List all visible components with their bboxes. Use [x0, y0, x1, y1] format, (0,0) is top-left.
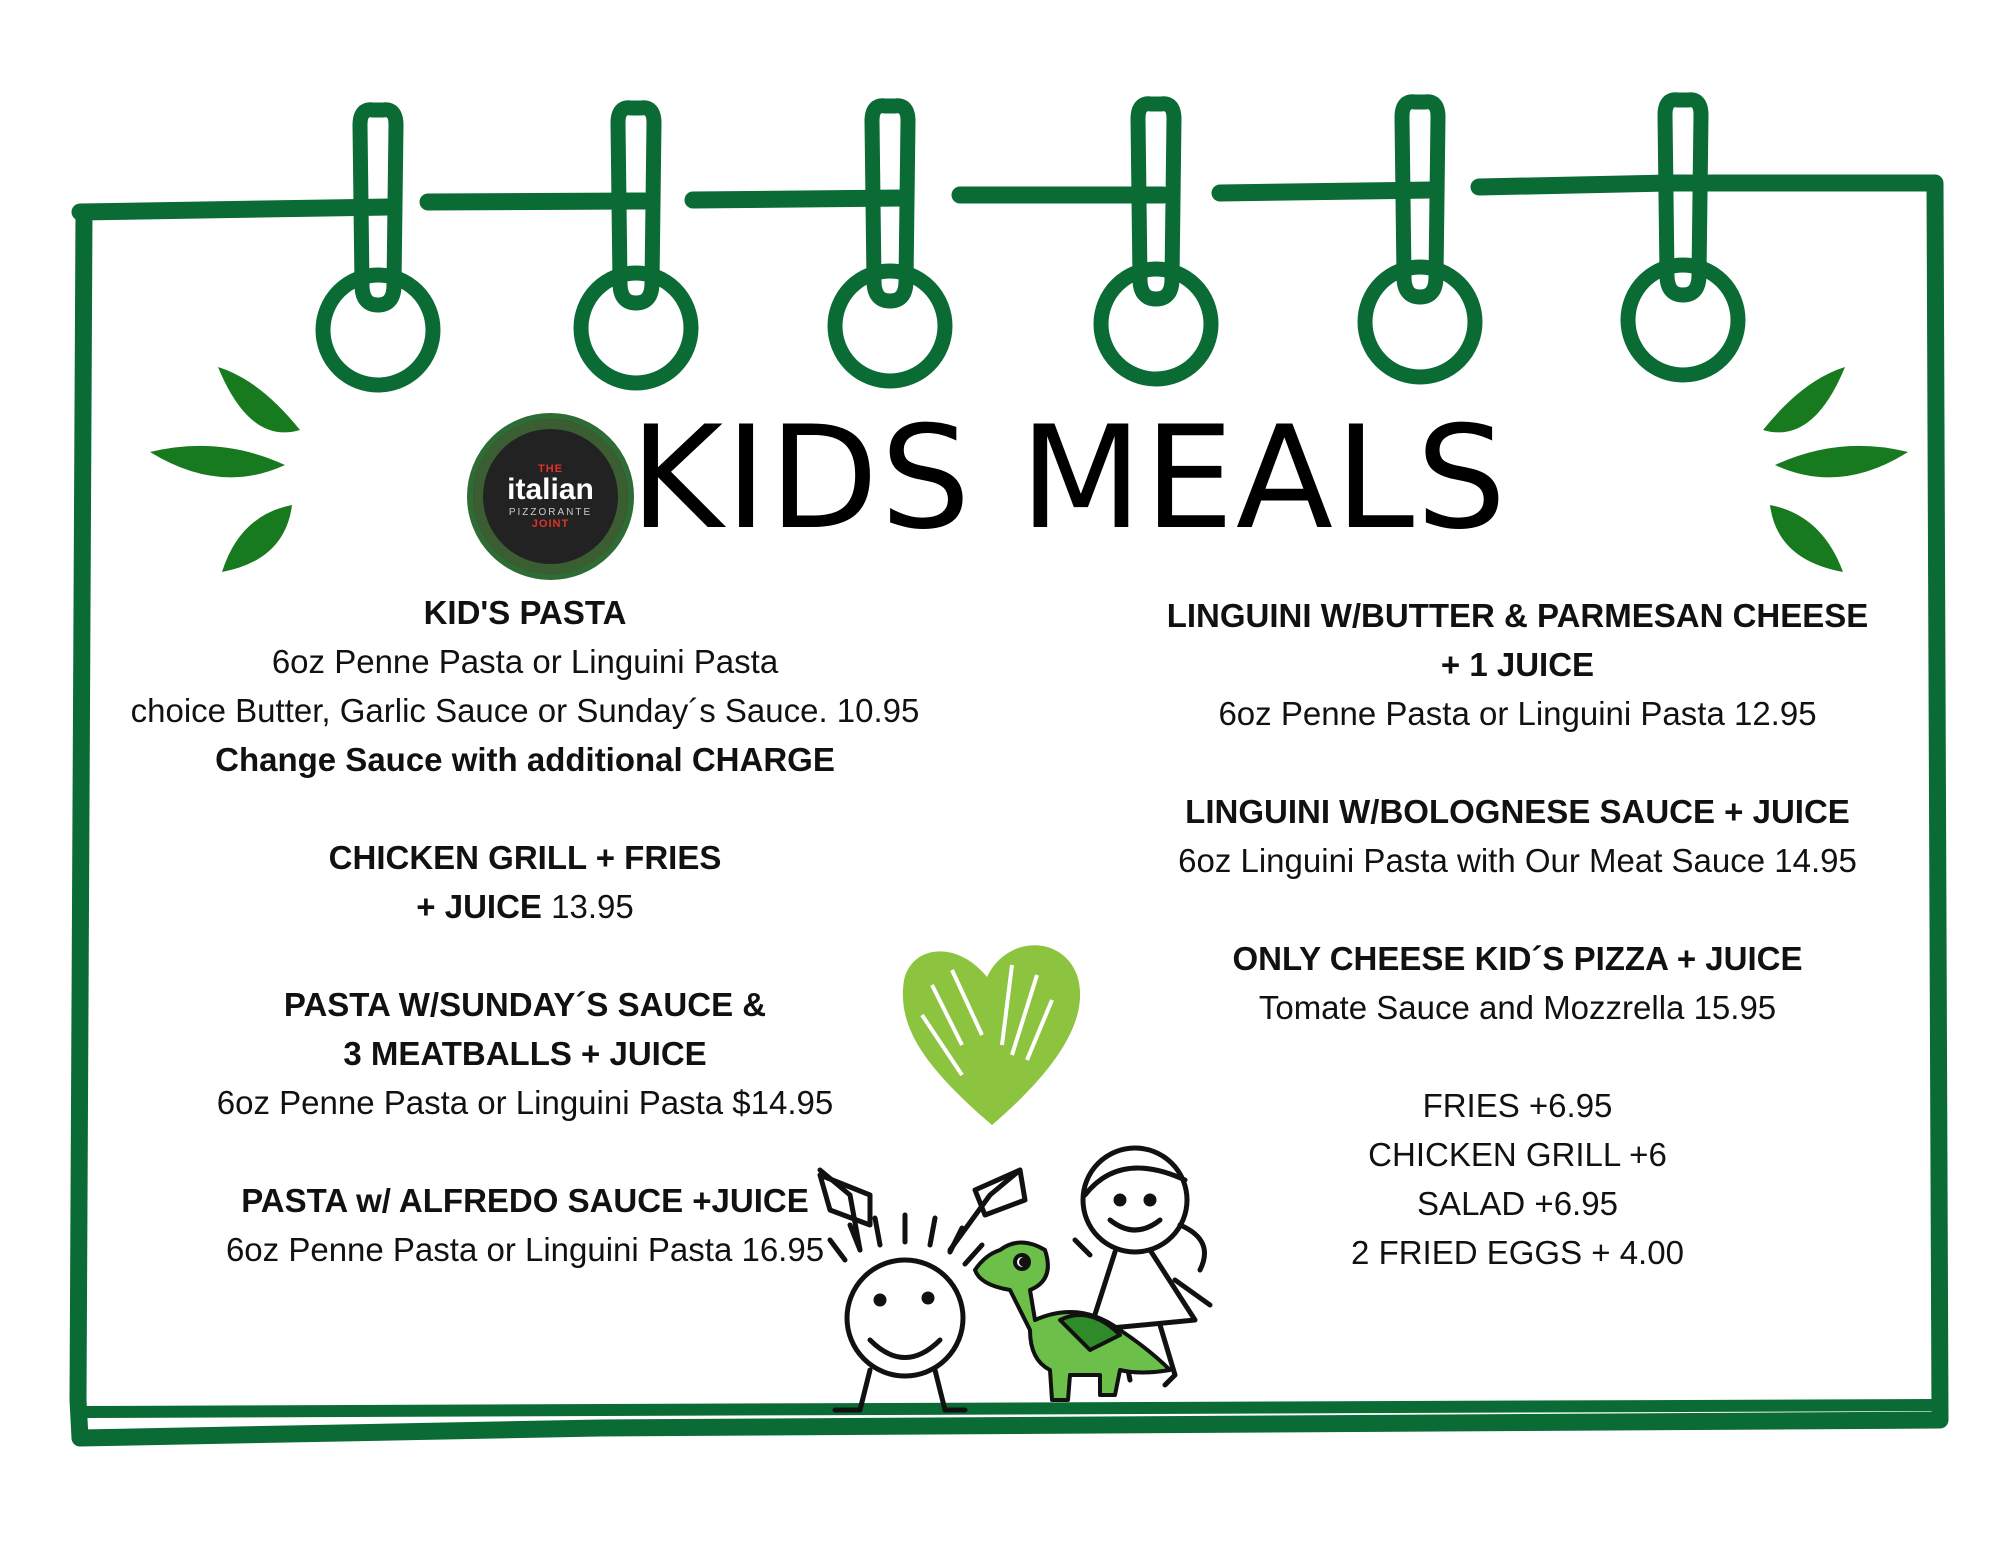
binder-ring [835, 106, 945, 381]
sunday-sauce-name1: PASTA W/SUNDAY´S SAUCE & [283, 986, 767, 1023]
binder-ring [581, 108, 691, 383]
extra-item: FRIES +6.95 [1422, 1087, 1613, 1124]
butter-parmesan-name1: LINGUINI W/BUTTER & PARMESAN CHEESE [1166, 597, 1869, 634]
extra-item: 2 FRIED EGGS + 4.00 [1351, 1234, 1684, 1271]
pizza-desc: Tomate Sauce and Mozzrella 15.95 [1258, 989, 1777, 1026]
sunday-sauce-desc: 6oz Penne Pasta or Linguini Pasta $14.95 [216, 1084, 834, 1121]
kids-pasta-line2: choice Butter, Garlic Sauce or Sunday´s Sauce. 10.95 [130, 692, 920, 729]
extra-item: SALAD +6.95 [1417, 1185, 1618, 1222]
binder-ring [1365, 102, 1475, 377]
right-menu-column [1140, 591, 1895, 1277]
left-menu-column [90, 588, 960, 1274]
binder-ring [1101, 104, 1211, 379]
page-title: KIDS MEALS [630, 396, 1509, 561]
binder-ring [323, 110, 433, 385]
kids-pasta-line1: 6oz Penne Pasta or Linguini Pasta [271, 643, 779, 680]
binder-ring [1628, 100, 1738, 375]
butter-parmesan-name2: + 1 JUICE [1440, 646, 1595, 683]
kids-pasta-note: Change Sauce with additional CHARGE [215, 741, 835, 778]
butter-parmesan-desc: 6oz Penne Pasta or Linguini Pasta 12.95 [1218, 695, 1817, 732]
extra-item: CHICKEN GRILL +6 [1368, 1136, 1667, 1173]
logo-joint: JOINT [531, 518, 570, 530]
alfredo-name: PASTA w/ ALFREDO SAUCE +JUICE [241, 1182, 809, 1219]
binder-rings [323, 100, 1738, 385]
logo-sub: PIZZORANTE [508, 507, 593, 518]
bolognese-name: LINGUINI W/BOLOGNESE SAUCE + JUICE [1185, 793, 1850, 830]
left-leaf-accent [150, 367, 300, 572]
right-leaf-accent [1763, 367, 1908, 572]
pizza-name: ONLY CHEESE KID´S PIZZA + JUICE [1232, 940, 1803, 977]
chicken-grill-name: CHICKEN GRILL + FRIES [328, 839, 722, 876]
kids-pasta-name: KID'S PASTA [423, 594, 627, 631]
chicken-grill-juice: + JUICE [416, 888, 542, 925]
restaurant-logo [467, 413, 634, 580]
logo-brand: italian [507, 473, 594, 506]
alfredo-desc: 6oz Penne Pasta or Linguini Pasta 16.95 [225, 1231, 825, 1268]
chicken-grill-line2 [90, 882, 960, 931]
bolognese-desc: 6oz Linguini Pasta with Our Meat Sauce 14.95 [1178, 842, 1857, 879]
chicken-grill-price: 13.95 [551, 888, 634, 925]
logo-the: THE [538, 463, 563, 475]
sunday-sauce-name2: 3 MEATBALLS + JUICE [343, 1035, 707, 1072]
